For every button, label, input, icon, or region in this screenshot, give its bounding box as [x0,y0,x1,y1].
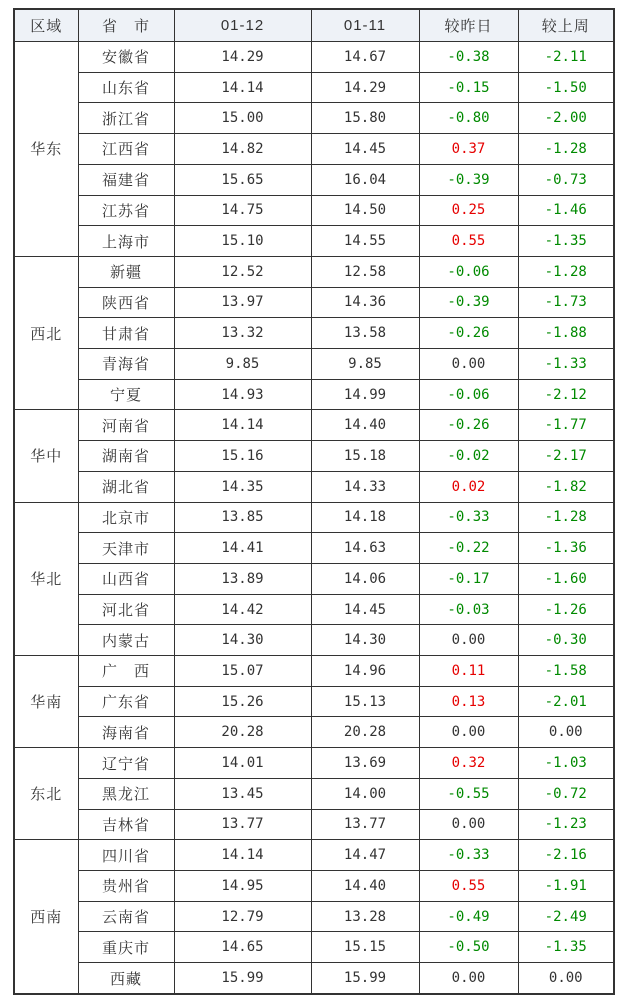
province-cell: 福建省 [78,164,174,195]
vs-lastweek-cell: -1.28 [518,256,614,287]
vs-yesterday-cell: -0.06 [419,379,518,410]
vs-lastweek-cell: -2.16 [518,840,614,871]
price-0111-cell: 13.58 [311,318,419,349]
region-cell: 华中 [14,410,78,502]
province-cell: 青海省 [78,349,174,380]
header-region: 区域 [14,9,78,42]
price-0111-cell: 14.18 [311,502,419,533]
vs-yesterday-cell: -0.17 [419,563,518,594]
price-0112-cell: 14.14 [174,840,311,871]
table-row [14,379,614,410]
table-row [14,686,614,717]
province-cell: 北京市 [78,502,174,533]
vs-lastweek-cell: -0.73 [518,164,614,195]
vs-yesterday-cell: -0.49 [419,901,518,932]
price-0111-cell: 13.69 [311,748,419,779]
vs-yesterday-cell: -0.22 [419,533,518,564]
region-cell: 华北 [14,502,78,656]
price-0111-cell: 14.45 [311,134,419,165]
region-cell: 华东 [14,42,78,257]
table-row [14,349,614,380]
vs-yesterday-cell: 0.13 [419,686,518,717]
price-0111-cell: 15.18 [311,441,419,472]
vs-lastweek-cell: -1.33 [518,349,614,380]
province-cell: 内蒙古 [78,625,174,656]
price-0112-cell: 13.85 [174,502,311,533]
province-cell: 浙江省 [78,103,174,134]
price-0111-cell: 14.40 [311,870,419,901]
price-0112-cell: 14.95 [174,870,311,901]
price-0112-cell: 14.35 [174,471,311,502]
price-0112-cell: 15.65 [174,164,311,195]
province-cell: 山西省 [78,563,174,594]
price-0112-cell: 13.32 [174,318,311,349]
price-0112-cell: 15.10 [174,226,311,257]
province-price-table [13,8,615,995]
vs-yesterday-cell: 0.25 [419,195,518,226]
price-0112-cell: 13.45 [174,778,311,809]
vs-yesterday-cell: -0.06 [419,256,518,287]
table-row [14,932,614,963]
vs-lastweek-cell: -2.11 [518,42,614,73]
table-row [14,778,614,809]
vs-yesterday-cell: -0.26 [419,318,518,349]
province-cell: 陕西省 [78,287,174,318]
vs-lastweek-cell: -0.30 [518,625,614,656]
province-cell: 新疆 [78,256,174,287]
price-0111-cell: 14.30 [311,625,419,656]
province-cell: 海南省 [78,717,174,748]
price-0112-cell: 14.01 [174,748,311,779]
price-0111-cell: 16.04 [311,164,419,195]
vs-yesterday-cell: 0.55 [419,226,518,257]
table-row [14,226,614,257]
vs-yesterday-cell: 0.32 [419,748,518,779]
province-cell: 山东省 [78,72,174,103]
table-row [14,103,614,134]
table-row [14,441,614,472]
province-cell: 江苏省 [78,195,174,226]
header-date-0111: 01-11 [311,9,419,42]
province-cell: 上海市 [78,226,174,257]
vs-lastweek-cell: 0.00 [518,717,614,748]
price-0111-cell: 14.55 [311,226,419,257]
table-row [14,809,614,840]
vs-lastweek-cell: 0.00 [518,963,614,994]
price-0112-cell: 15.00 [174,103,311,134]
vs-yesterday-cell: -0.33 [419,502,518,533]
province-cell: 西藏 [78,963,174,994]
table-row [14,625,614,656]
vs-lastweek-cell: -1.03 [518,748,614,779]
price-0112-cell: 15.26 [174,686,311,717]
table-row [14,748,614,779]
vs-yesterday-cell: -0.33 [419,840,518,871]
price-0112-cell: 14.82 [174,134,311,165]
price-0111-cell: 15.99 [311,963,419,994]
province-cell: 贵州省 [78,870,174,901]
vs-lastweek-cell: -1.73 [518,287,614,318]
vs-yesterday-cell: -0.38 [419,42,518,73]
province-cell: 安徽省 [78,42,174,73]
price-0111-cell: 14.40 [311,410,419,441]
vs-lastweek-cell: -2.01 [518,686,614,717]
vs-yesterday-cell: -0.26 [419,410,518,441]
header-vs-yesterday: 较昨日 [419,9,518,42]
table-row [14,42,614,73]
table-row [14,195,614,226]
province-cell: 湖北省 [78,471,174,502]
table-row [14,717,614,748]
price-0111-cell: 15.80 [311,103,419,134]
price-0111-cell: 14.06 [311,563,419,594]
price-0111-cell: 14.00 [311,778,419,809]
vs-lastweek-cell: -1.50 [518,72,614,103]
vs-lastweek-cell: -2.00 [518,103,614,134]
price-0111-cell: 13.28 [311,901,419,932]
vs-lastweek-cell: -1.36 [518,533,614,564]
table-row [14,287,614,318]
vs-lastweek-cell: -1.60 [518,563,614,594]
vs-lastweek-cell: -1.23 [518,809,614,840]
price-0112-cell: 14.93 [174,379,311,410]
province-cell: 天津市 [78,533,174,564]
vs-yesterday-cell: -0.80 [419,103,518,134]
vs-yesterday-cell: 0.11 [419,656,518,687]
table-row [14,471,614,502]
province-cell: 广东省 [78,686,174,717]
vs-yesterday-cell: 0.37 [419,134,518,165]
vs-lastweek-cell: -1.28 [518,134,614,165]
vs-yesterday-cell: 0.00 [419,349,518,380]
table-row [14,164,614,195]
price-0111-cell: 14.33 [311,471,419,502]
vs-lastweek-cell: -2.49 [518,901,614,932]
price-0112-cell: 12.52 [174,256,311,287]
table-row [14,594,614,625]
vs-yesterday-cell: -0.39 [419,164,518,195]
price-0111-cell: 14.47 [311,840,419,871]
table-row [14,256,614,287]
price-0111-cell: 14.99 [311,379,419,410]
price-0111-cell: 14.45 [311,594,419,625]
vs-yesterday-cell: -0.55 [419,778,518,809]
price-0111-cell: 14.67 [311,42,419,73]
price-0111-cell: 14.29 [311,72,419,103]
header-vs-lastweek: 较上周 [518,9,614,42]
province-cell: 重庆市 [78,932,174,963]
table-row [14,963,614,994]
province-cell: 广 西 [78,656,174,687]
table-row [14,656,614,687]
price-0112-cell: 14.41 [174,533,311,564]
price-0112-cell: 14.75 [174,195,311,226]
header-row [14,9,614,42]
price-0111-cell: 14.63 [311,533,419,564]
vs-yesterday-cell: 0.02 [419,471,518,502]
table-body [14,42,614,995]
vs-lastweek-cell: -0.72 [518,778,614,809]
vs-lastweek-cell: -1.82 [518,471,614,502]
vs-lastweek-cell: -2.17 [518,441,614,472]
table-row [14,502,614,533]
table-row [14,134,614,165]
vs-lastweek-cell: -1.35 [518,932,614,963]
vs-yesterday-cell: 0.00 [419,625,518,656]
vs-lastweek-cell: -1.28 [518,502,614,533]
price-0111-cell: 14.50 [311,195,419,226]
province-cell: 云南省 [78,901,174,932]
price-0112-cell: 14.30 [174,625,311,656]
province-cell: 甘肃省 [78,318,174,349]
price-0112-cell: 14.29 [174,42,311,73]
province-cell: 四川省 [78,840,174,871]
vs-yesterday-cell: -0.02 [419,441,518,472]
region-cell: 西南 [14,840,78,994]
price-0112-cell: 13.97 [174,287,311,318]
region-cell: 华南 [14,656,78,748]
vs-yesterday-cell: -0.03 [419,594,518,625]
price-0112-cell: 20.28 [174,717,311,748]
vs-yesterday-cell: 0.00 [419,717,518,748]
vs-lastweek-cell: -1.46 [518,195,614,226]
price-0111-cell: 13.77 [311,809,419,840]
vs-yesterday-cell: 0.00 [419,809,518,840]
vs-yesterday-cell: 0.55 [419,870,518,901]
header-province: 省 市 [78,9,174,42]
province-cell: 吉林省 [78,809,174,840]
vs-lastweek-cell: -1.26 [518,594,614,625]
price-0112-cell: 13.89 [174,563,311,594]
province-cell: 辽宁省 [78,748,174,779]
vs-lastweek-cell: -1.35 [518,226,614,257]
price-0112-cell: 14.14 [174,410,311,441]
region-cell: 西北 [14,256,78,410]
table-row [14,410,614,441]
price-0112-cell: 9.85 [174,349,311,380]
price-0111-cell: 14.36 [311,287,419,318]
price-0111-cell: 14.96 [311,656,419,687]
vs-yesterday-cell: -0.15 [419,72,518,103]
price-0112-cell: 15.16 [174,441,311,472]
table-row [14,72,614,103]
province-cell: 江西省 [78,134,174,165]
price-0112-cell: 12.79 [174,901,311,932]
table-row [14,870,614,901]
price-0111-cell: 15.15 [311,932,419,963]
province-cell: 河南省 [78,410,174,441]
vs-lastweek-cell: -1.77 [518,410,614,441]
province-cell: 宁夏 [78,379,174,410]
price-0112-cell: 15.99 [174,963,311,994]
province-cell: 湖南省 [78,441,174,472]
vs-yesterday-cell: -0.39 [419,287,518,318]
price-0112-cell: 13.77 [174,809,311,840]
region-cell: 东北 [14,748,78,840]
table-row [14,840,614,871]
vs-yesterday-cell: -0.50 [419,932,518,963]
price-0112-cell: 14.42 [174,594,311,625]
price-0112-cell: 15.07 [174,656,311,687]
price-0111-cell: 9.85 [311,349,419,380]
province-cell: 黑龙江 [78,778,174,809]
price-0112-cell: 14.14 [174,72,311,103]
vs-lastweek-cell: -1.88 [518,318,614,349]
price-0112-cell: 14.65 [174,932,311,963]
price-0111-cell: 12.58 [311,256,419,287]
table-row [14,533,614,564]
table-row [14,563,614,594]
vs-lastweek-cell: -1.58 [518,656,614,687]
vs-yesterday-cell: 0.00 [419,963,518,994]
vs-lastweek-cell: -1.91 [518,870,614,901]
vs-lastweek-cell: -2.12 [518,379,614,410]
table-row [14,318,614,349]
table-row [14,901,614,932]
province-cell: 河北省 [78,594,174,625]
price-0111-cell: 15.13 [311,686,419,717]
header-date-0112: 01-12 [174,9,311,42]
price-0111-cell: 20.28 [311,717,419,748]
